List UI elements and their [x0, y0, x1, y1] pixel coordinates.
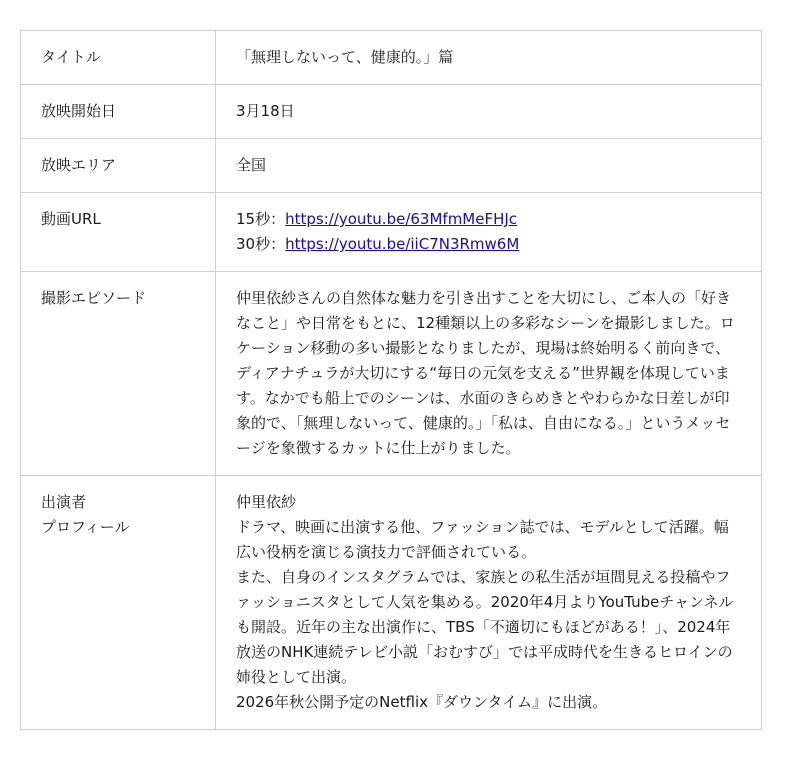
row-profile — [21, 476, 762, 730]
row-label-video-url: 動画URL — [21, 193, 216, 272]
title-value: 「無理しないって、健康的。」篇 — [216, 31, 762, 85]
profile-para-1: ドラマ、映画に出演する他、ファッション誌では、モデルとして活躍。幅広い役柄を演じる演技力で評価されている。 — [236, 518, 729, 561]
row-label-title: タイトル — [21, 31, 216, 85]
episode-text: 仲里依紗さんの自然体な魅力を引き出すことを大切にし、ご本人の「好きなこと」や日常をもとに、12種類以上の多彩なシーンを撮影しました。ロケーション移動の多い撮影となりましたが、現場は終始明るく前向きで、ディアナチュラが大切にする“毎日の元気を支える”世界観を体現しています。なかでも船上でのシーンは、水面のきらめきとやわらかな日差しが印象的で、「無理しないって、健康的。」「私は、自由になる。」というメッセージを象徴するカットに仕上がりました。 — [216, 272, 762, 476]
row-video-url — [21, 193, 762, 272]
video-link-line-15s — [236, 207, 741, 232]
area-value: 全国 — [216, 139, 762, 193]
row-label-start-date: 放映開始日 — [21, 85, 216, 139]
start-date-value: 3月18日 — [216, 85, 762, 139]
row-label-area: 放映エリア — [21, 139, 216, 193]
row-episode — [21, 272, 762, 476]
video-link-30s[interactable]: https://youtu.be/iiC7N3Rmw6M — [285, 235, 520, 253]
video-link-15s[interactable]: https://youtu.be/63MfmMeFHJc — [285, 210, 518, 228]
row-label-profile — [21, 476, 216, 730]
profile-label-line1: 出演者 — [41, 493, 87, 511]
profile-para-3: 2026年秋公開予定のNetflix『ダウンタイム』に出演。 — [236, 693, 608, 711]
row-label-episode: 撮影エピソード — [21, 272, 216, 476]
video-duration-15s: 15秒： — [236, 210, 286, 228]
profile-label-line2: プロフィール — [41, 518, 130, 536]
video-link-line-30s — [236, 232, 741, 257]
row-title — [21, 31, 762, 85]
video-url-value — [216, 193, 762, 272]
video-duration-30s: 30秒： — [236, 235, 286, 253]
info-table — [20, 30, 762, 730]
profile-name: 仲里依紗 — [236, 493, 297, 511]
profile-value — [216, 476, 762, 730]
row-start-date — [21, 85, 762, 139]
row-area — [21, 139, 762, 193]
profile-para-2: また、自身のインスタグラムでは、家族との私生活が垣間見える投稿やファッショニスタとして人気を集める。2020年4月よりYouTubeチャンネルも開設。近年の主な出演作に、TBS「不適切にもほどがある！」、2024年放送のNHK連続テレビ小説「おむすび」では平成時代を生きるヒロインの姉役として出演。 — [236, 568, 734, 686]
